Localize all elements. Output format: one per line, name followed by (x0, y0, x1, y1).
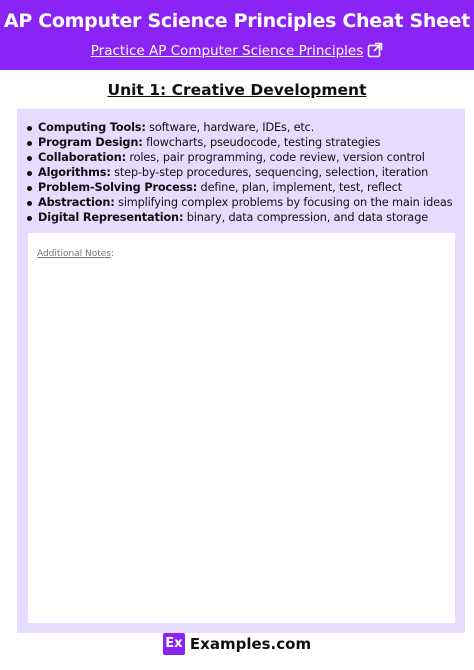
topic-term: Digital Representation: (38, 211, 184, 224)
notes-label-suffix: : (111, 249, 115, 259)
topic-list (20, 120, 460, 225)
bullet-icon (27, 216, 32, 221)
bullet-icon (27, 201, 32, 206)
footer-brand[interactable] (163, 633, 311, 655)
list-item (20, 180, 460, 195)
notes-label-text: Additional Notes (37, 249, 112, 259)
topic-desc: define, plan, implement, test, reflect (197, 181, 403, 194)
bullet-icon (27, 126, 32, 131)
practice-link[interactable] (0, 42, 474, 59)
notes-area[interactable] (28, 233, 455, 623)
topic-desc: simplifying complex problems by focusing on the main ideas (114, 196, 453, 209)
bullet-icon (27, 141, 32, 146)
topic-desc: binary, data compression, and data storage (183, 211, 429, 224)
topic-term: Abstraction: (38, 196, 115, 209)
bullet-icon (27, 156, 32, 161)
bullet-icon (27, 171, 32, 176)
list-item (20, 120, 460, 135)
topic-desc: flowcharts, pseudocode, testing strategies (142, 136, 381, 149)
examples-logo[interactable]: Ex (163, 633, 185, 655)
topic-term: Computing Tools: (38, 121, 146, 134)
list-item (20, 165, 460, 180)
list-item (20, 195, 460, 210)
brand-name[interactable]: Examples.com (189, 635, 312, 653)
topic-desc: step-by-step procedures, sequencing, selection, iteration (110, 166, 429, 179)
list-item (20, 210, 460, 225)
topic-term: Algorithms: (38, 166, 111, 179)
page-title: AP Computer Science Principles Cheat Sheet (3, 10, 471, 32)
header-bar (0, 0, 474, 70)
external-link-icon[interactable] (367, 42, 383, 58)
list-item (20, 150, 460, 165)
footer (0, 632, 474, 656)
topic-term: Collaboration: (38, 151, 126, 164)
topic-desc: roles, pair programming, code review, version control (125, 151, 425, 164)
notes-label (37, 249, 114, 259)
list-item (20, 135, 460, 150)
topic-desc: software, hardware, IDEs, etc. (145, 121, 315, 134)
topic-term: Program Design: (38, 136, 143, 149)
practice-link-label[interactable]: Practice AP Computer Science Principles (90, 43, 364, 59)
unit-heading: Unit 1: Creative Development (107, 81, 367, 99)
topic-term: Problem-Solving Process: (38, 181, 198, 194)
bullet-icon (27, 186, 32, 191)
